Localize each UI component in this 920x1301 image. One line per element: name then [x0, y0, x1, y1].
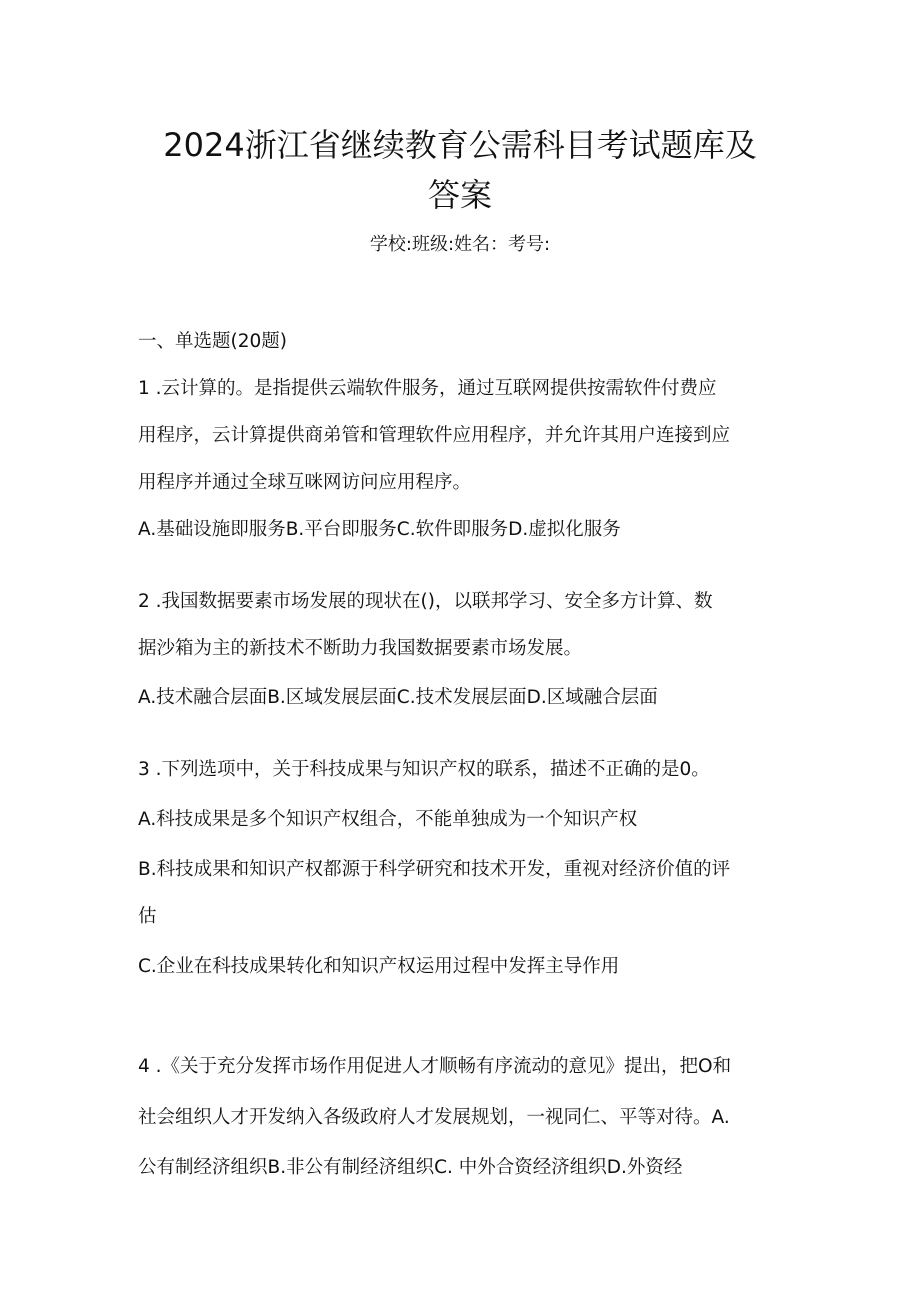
question-4-line-3: 公有制经济组织B.非公有制经济组织C. 中外合资经济组织D.外资经 [138, 1157, 683, 1178]
title-line-2: 答案 [427, 176, 492, 214]
question-2-options: A.技术融合层面B.区域发展层面C.技术发展层面D.区域融合层面 [138, 687, 658, 708]
section-heading: 一、单选题(20题) [138, 331, 287, 352]
question-3-option-a: A.科技成果是多个知识产权组合，不能单独成为一个知识产权 [138, 809, 638, 830]
question-2-line-2: 据沙箱为主的新技术不断助力我国数据要素市场发展。 [138, 638, 583, 659]
question-4-line-1: 4 .《关于充分发挥市场作用促进人才顺畅有序流动的意见》提出，把O和 [138, 1056, 732, 1077]
question-1-line-3: 用程序并通过全球互咪网访问应用程序。 [138, 472, 472, 493]
question-1-line-2: 用程序，云计算提供商弟管和管理软件应用程序，并允许其用户连接到应 [138, 425, 731, 446]
question-3-option-b-line-1: B.科技成果和知识产权都源于科学研究和技术开发，重视对经济价值的评 [138, 859, 731, 880]
document-title [110, 120, 810, 220]
question-3-option-c: C.企业在科技成果转化和知识产权运用过程中发挥主导作用 [138, 956, 620, 977]
title-line-1: 2024浙江省继续教育公需科目考试题库及 [163, 126, 757, 164]
question-3-option-b-line-2: 估 [138, 906, 157, 927]
question-2-line-1: 2 .我国数据要素市场发展的现状在()，以联邦学习、安全多方计算、数 [138, 591, 713, 612]
student-info-line: 学校:班级:姓名：考号: [369, 234, 551, 255]
question-1-options: A.基础设施即服务B.平台即服务C.软件即服务D.虚拟化服务 [138, 519, 621, 540]
question-4-line-2: 社会组织人才开发纳入各级政府人才发展规划，一视同仁、平等对待。A. [138, 1107, 730, 1128]
question-3-stem: 3 .下列选项中，关于科技成果与知识产权的联系，描述不正确的是0。 [138, 759, 710, 780]
question-1-line-1: 1 .云计算的。是指提供云端软件服务，通过互联网提供按需软件付费应 [138, 378, 717, 399]
